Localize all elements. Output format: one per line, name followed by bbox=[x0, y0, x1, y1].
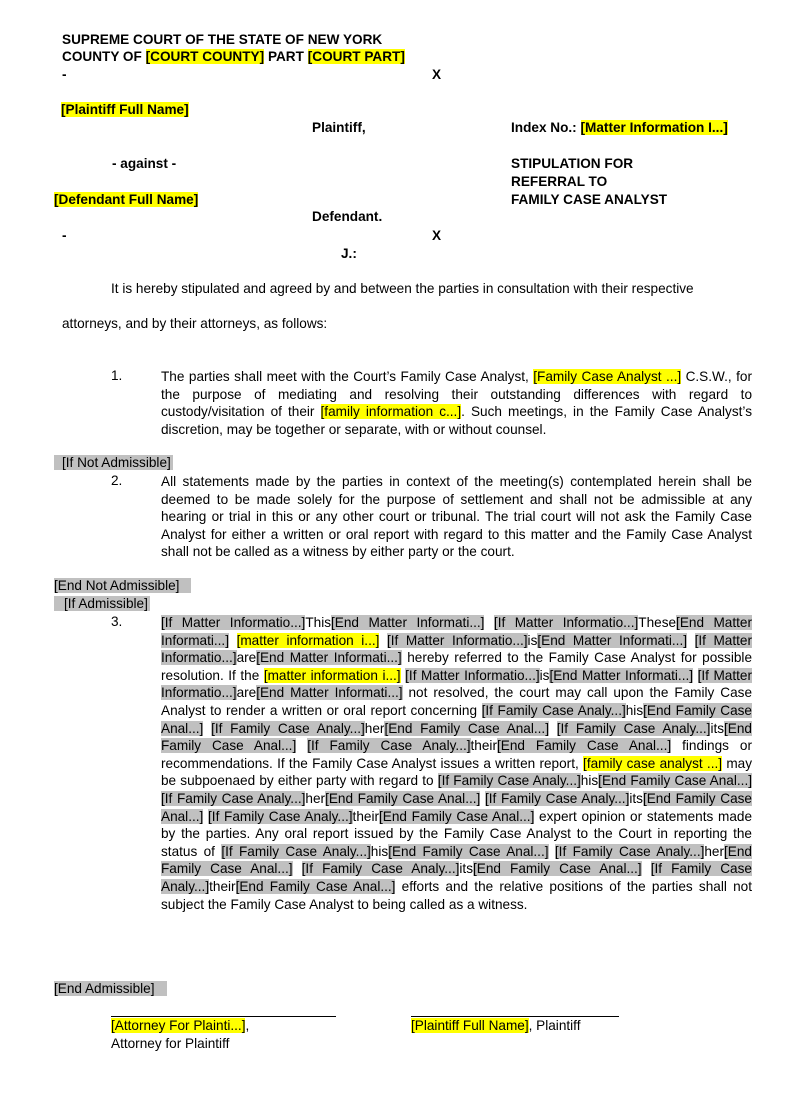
conditional-tag[interactable]: [End Family Case Anal...] bbox=[161, 790, 752, 824]
conditional-tag[interactable]: [If Matter Informatio...] bbox=[161, 632, 753, 666]
county-line bbox=[62, 49, 405, 64]
plaintiff-signature: [Plaintiff Full Name], Plaintiff bbox=[411, 1018, 581, 1033]
para-2: All statements made by the parties in context of the meeting(s) contemplated herein shall be deemed to be made solely for the purpose of settlement and shall not be admissible at any hearing or trial in this or any other court or tribunal. The trial court will not ask the Family Case Analyst for either a written or oral report with regard to this matter and the Family Case Analyst shall not be called as a witness by either party or the court. bbox=[161, 474, 752, 560]
conditional-tag[interactable]: [End Matter Informati...] bbox=[256, 650, 402, 666]
against-label: - against - bbox=[112, 156, 177, 171]
matter-information-field[interactable]: [matter information i...] bbox=[236, 632, 380, 648]
para-3-number: 3. bbox=[111, 614, 123, 629]
family-information-field[interactable]: [family information c...] bbox=[320, 404, 462, 420]
court-county-field[interactable]: [COURT COUNTY] bbox=[145, 49, 265, 64]
conditional-tag[interactable]: [If Matter Informatio...] bbox=[161, 667, 752, 701]
family-case-analyst-field[interactable]: [family case analyst ...] bbox=[583, 755, 723, 771]
para-1-number: 1. bbox=[111, 368, 123, 383]
conditional-tag[interactable]: [End Matter Informati...] bbox=[537, 632, 687, 648]
conditional-tag[interactable]: [End Family Case Anal...] bbox=[161, 702, 752, 736]
caption-dash-bottom: - bbox=[62, 228, 67, 243]
conditional-tag[interactable]: [End Matter Informati...] bbox=[256, 685, 403, 701]
court-part-field[interactable]: [COURT PART] bbox=[307, 49, 405, 64]
court-name: SUPREME COURT OF THE STATE OF NEW YORK bbox=[62, 32, 383, 47]
conditional-tag[interactable]: [End Family Case Anal...] bbox=[496, 738, 672, 754]
conditional-tag[interactable]: [End Family Case Anal...] bbox=[161, 843, 752, 877]
conditional-tag[interactable]: [End Family Case Anal...] bbox=[384, 720, 549, 736]
conditional-tag[interactable]: [If Family Case Analy...] bbox=[484, 790, 630, 806]
conditional-tag[interactable]: [If Family Case Analy...] bbox=[481, 702, 626, 718]
plaintiff-name-field[interactable]: [Plaintiff Full Name] bbox=[61, 102, 189, 117]
conditional-tag[interactable]: [If Family Case Analy...] bbox=[161, 861, 752, 894]
caption-x-bottom: X bbox=[432, 228, 442, 243]
defendant-label: Defendant. bbox=[312, 209, 383, 224]
conditional-tag[interactable]: [If Family Case Analy...] bbox=[437, 773, 581, 789]
conditional-tag[interactable]: [End Family Case Anal...] bbox=[161, 720, 752, 754]
attorney-signature: [Attorney For Plainti...], bbox=[111, 1018, 250, 1033]
family-case-analyst-field[interactable]: [Family Case Analyst ...] bbox=[533, 369, 682, 384]
conditional-tag[interactable]: [If Family Case Analy...] bbox=[211, 720, 365, 736]
intro-line-2: attorneys, and by their attorneys, as follows: bbox=[62, 316, 328, 331]
if-not-admissible-tag[interactable]: [If Not Admissible] bbox=[54, 455, 173, 470]
index-label: Index No.: bbox=[511, 120, 577, 135]
conditional-tag[interactable]: [End Matter Informati...] bbox=[549, 667, 694, 683]
conditional-tag[interactable]: [End Family Case Anal...] bbox=[235, 878, 396, 894]
conditional-tag[interactable]: [If Family Case Analy...] bbox=[554, 843, 705, 859]
conditional-tag[interactable]: [If Family Case Analy...] bbox=[301, 861, 460, 877]
conditional-tag[interactable]: [If Family Case Analy...] bbox=[208, 808, 353, 824]
conditional-tag[interactable]: [End Family Case Anal...] bbox=[325, 790, 481, 806]
part-word: PART bbox=[267, 49, 304, 64]
title-line-2: REFERRAL TO bbox=[511, 174, 608, 189]
conditional-tag[interactable]: [If Family Case Analy...] bbox=[161, 790, 306, 806]
conditional-tag[interactable]: [End Matter Informati...] bbox=[161, 615, 753, 648]
attorney-for-plaintiff-field[interactable]: [Attorney For Plainti...] bbox=[111, 1018, 246, 1033]
if-admissible-tag[interactable]: [If Admissible] bbox=[54, 596, 150, 611]
attorney-signature-line bbox=[111, 1016, 336, 1017]
conditional-tag[interactable]: [End Family Case Anal...] bbox=[472, 861, 642, 877]
conditional-tag[interactable]: [End Family Case Anal...] bbox=[598, 773, 752, 789]
conditional-tag[interactable]: [If Matter Informatio...] bbox=[386, 632, 528, 648]
end-not-admissible-tag[interactable]: [End Not Admissible] bbox=[54, 578, 191, 593]
conditional-tag[interactable]: [If Family Case Analy...] bbox=[307, 738, 471, 754]
title-line-3: FAMILY CASE ANALYST bbox=[511, 192, 668, 207]
plaintiff-signature-line bbox=[411, 1016, 619, 1017]
matter-information-field[interactable]: [matter information i...] bbox=[263, 667, 401, 683]
conditional-tag[interactable]: [If Family Case Analy...] bbox=[221, 843, 371, 859]
plaintiff-signature-field[interactable]: [Plaintiff Full Name] bbox=[411, 1018, 529, 1033]
conditional-tag[interactable]: [If Matter Informatio...] bbox=[161, 615, 306, 630]
conditional-tag[interactable]: [If Matter Informatio...] bbox=[405, 667, 540, 683]
conditional-tag[interactable]: [If Matter Informatio...] bbox=[493, 615, 639, 630]
caption-x-top: X bbox=[432, 67, 442, 82]
j-label: J.: bbox=[341, 246, 357, 261]
attorney-label: Attorney for Plaintiff bbox=[111, 1036, 230, 1051]
caption-dash-top: - bbox=[62, 67, 67, 82]
end-admissible-tag[interactable]: [End Admissible] bbox=[54, 981, 167, 996]
conditional-tag[interactable]: [End Matter Informati...] bbox=[331, 615, 485, 630]
para-3: [If Matter Informatio...]This[End Matter Informati...] [If Matter Informatio...]These[End Matter Informati...] [matter information i...] [If Matter Informatio...]is[End Matter Informati...] [If Matter Informatio...]are[End Matter Informati...] hereby referred to the Family Case Analyst for possible resolution. If the [matter information i...] [If Matter Informatio...]is[End Matter Informati...] [If Matter Informatio...]are[End Matter Informati...] not resolved, the court may call upon the Family Case Analyst to render a written or oral report concerning [If Family Case Analy...]his[End Family Case Anal...] [If Family Case Analy...]her[End Family Case Anal...] [If Family Case Analy...]its[End Family Case Anal...] [If Family Case Analy...]their[End Family Case Anal...] findings or recommendations. If the Family Case Analyst issues a written report, [family case analyst ...] may be subpoenaed by either party with regard to [If Family Case Analy...]his[End Family Case Anal...] [If Family Case Analy...]her[End Family Case Anal...] [If Family Case Analy...]its[End Family Case Anal...] [If Family Case Analy...]their[End Family Case Anal...] expert opinion or statements made by the parties. Any oral report issued by the Family Case Analyst to the Court in reporting the status of [If Family Case Analy...]his[End Family Case Anal...] [If Family Case Analy...]her[End Family Case Anal...] [If Family Case Analy...]its[End Family Case Anal...] [If Family Case Analy...]their[End Family Case Anal...] efforts and the relative positions of the parties shall not subject the Family Case Analyst to being called as a witness. bbox=[161, 615, 753, 912]
defendant-name-field[interactable]: [Defendant Full Name] bbox=[54, 192, 199, 207]
conditional-tag[interactable]: [End Family Case Anal...] bbox=[379, 808, 535, 824]
para-1: The parties shall meet with the Court’s Family Case Analyst, [Family Case Analyst ...] C.S.W., for the purpose of mediating and resolving their outstanding differences with regard to custody/visitation of their [family information c...]. Such meetings, in the Family Case Analyst’s discretion, may be together or separate, with or without counsel. bbox=[161, 369, 752, 437]
conditional-tag[interactable]: [End Family Case Anal...] bbox=[388, 843, 549, 859]
intro-line-1: It is hereby stipulated and agreed by and between the parties in consultation with their respective bbox=[111, 281, 694, 296]
title-line-1: STIPULATION FOR bbox=[511, 156, 634, 171]
index-number bbox=[511, 120, 728, 135]
para-2-number: 2. bbox=[111, 473, 123, 488]
conditional-tag[interactable]: [If Family Case Analy...] bbox=[556, 720, 711, 736]
plaintiff-label: Plaintiff, bbox=[312, 120, 366, 135]
county-prefix: COUNTY OF bbox=[62, 49, 142, 64]
index-value-field[interactable]: [Matter Information I...] bbox=[580, 120, 728, 135]
